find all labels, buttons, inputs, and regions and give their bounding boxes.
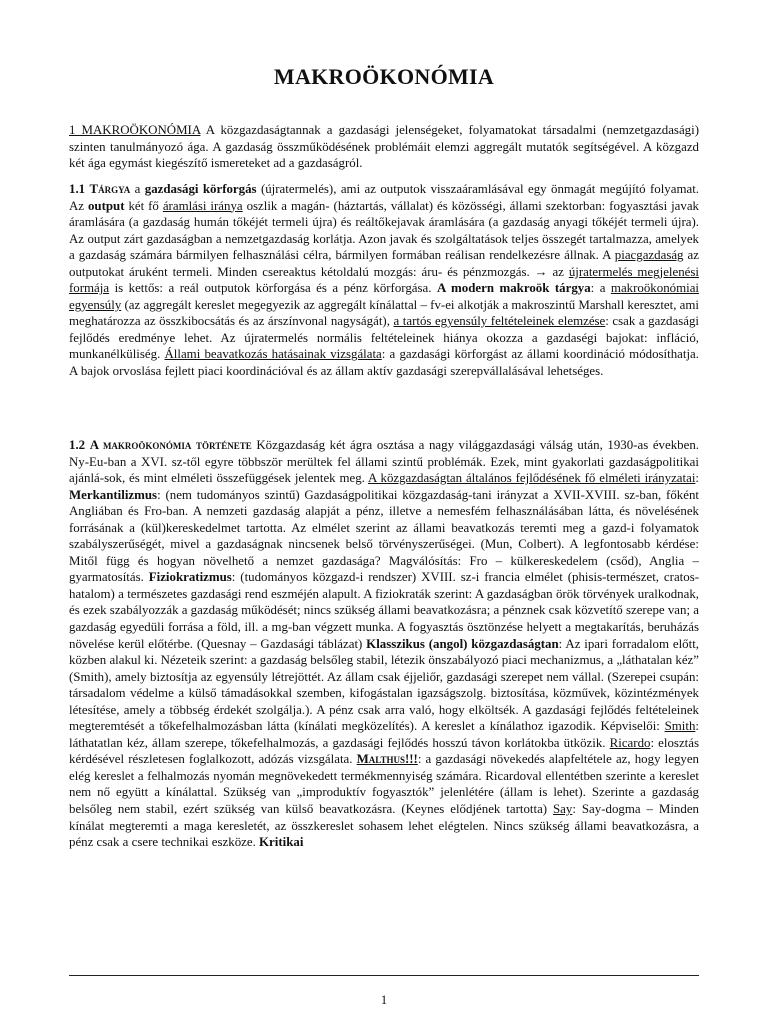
text-run: : Az ipari forradalom előtt, közben alakul ki. Nézeteik szerint: a gazdaság belsőleg stabil, létezik önszabályozó piaci mechanizmus, a „láthatalan kéz” (Smith), amely biztosítja az egyensúly létrejöttét. Az állam csak éjjeliőr, gazdasági szerepet nem vállal. (Szerepei csupán: társadalom védelme a külső támadásokkal szemben, kifogástalan igazságszolg. biztosítása, közművek, közintézmények létesítése, amely a többség érdekét szolgálja.). A pénz csak arra való, hogy elköltsék. A gazdasági fejlődés feltételeinek megteremtését a tőkefelhalmozásban látta (kínálati megközelítés). A kereslet a kínálathoz igazodik. Képviselői: — [69, 636, 699, 734]
text-run: (újratermelés), ami az outputok visszaáramlásával egy önmagát megújító folyamat. Az — [69, 182, 700, 213]
text-run: a — [130, 182, 145, 196]
underlined-term: Ricardo — [609, 735, 651, 750]
underlined-term: A közgazdaságtan általános fejlődésének fő elméleti irányzatai — [368, 471, 696, 486]
bold-term: Klasszikus (angol) közgazdaságtan — [366, 636, 559, 651]
text-run: is kettős: a reál outputok körforgása és a pénz körforgása. — [109, 281, 437, 296]
underlined-term: újratermelés megjelenési formája — [69, 264, 699, 296]
text-run: : Say-dogma – Minden kínálat megteremti a maga keresletét, az összkereslet sohasem lehet elégtelen. Nincs szükség állami beavatkozásra, a pénz csak a csere technikai eszköze. — [69, 802, 699, 850]
text-run: : (tudományos közgazd-i rendszer) XVIII. sz-i francia elmélet (phisis-természet, cratos-hatalom) a természetes gazdasági rend eszméjén alapult. A fiziokraták szerint: A gazdaságban örök törvények uralkodnak, és ezek szabályozzák a gazdaság működését; nincs szükség állami beavatkozásra; a pénznek csak közvetítő szerepe van; a gazdaság egyedüli forrása a föld, ill. a mg-ban végzett munka. A fogyasztás ösztönzése helyett a megtakarítás, beruházás növelése kerül előtérbe. (Quesnay – Gazdasági táblázat) — [69, 570, 700, 651]
text-run: : a gazdasági körforgást az állami koordináció módosíthatja. A bajok orvoslása fejlett piaci koordinációval és az állam aktív gazdasági szerepvállalásával lehetséges. — [69, 347, 699, 379]
text-run: : (nem tudományos szintű) Gazdaságpolitikai közgazdaság-tani irányzat a XVII-XVIII. sz-ban, főként Angliában és Fro-ban. A nemzeti gazdaság alapját a pénz, illetve a nemesfém felhasználásában látta, és növelésének forrásának a (kül)kereskedelmet tartotta. Az elmélet szerint az állami beavatkozás teremti meg a gazd-i folyamatok szabályszerűségét, mivel a gazdaságnak nincsenek belső törvényszerűségei. (Mun, Colbert). A legfontosabb kérdése: Mitől függ és hogyan növelhető a nemzet gazdasága? Magválósítás: Fro – külkereskedelem (csőd), Anglia – gyarmatosítás. — [69, 487, 699, 585]
page-number: 1 — [380, 993, 388, 1007]
page-title: MAKROÖKONÓMIA — [273, 64, 495, 89]
underlined-term: Smith — [664, 719, 696, 734]
paragraph-intro — [69, 122, 699, 172]
underlined-term: Állami beavatkozás hatásainak vizsgálata — [164, 347, 382, 362]
text-run: : a gazdasági növekedés alapfeltétele az, hogy legyen elég kereslet a felhalmozás nyomán megnövekedett termékmennyiség számára. Ricardoval ellentétben szerinte a kereslet nem nő együtt a kínálattal. Szükség van „improduktív fogyasztók” jelenlétére (állam is lehet). Szerinte a gazdaság belsőleg nem stabil, ezért szükség van külső beavatkozásra. (Keynes elődjének tartotta) — [69, 752, 700, 817]
bold-term: A modern makroök tárgya — [436, 281, 591, 296]
paragraph-history — [69, 437, 699, 851]
underlined-term: makroökonómiai egyensúly — [69, 281, 699, 312]
text-run: (az aggregált kereslet megegyezik az aggregált kínálattal – fv-ei alkotják a makroszintű Marshall keresztet, ami meghatározza az összkibocsátás és az árszínvonal nagyságát), — [69, 297, 699, 329]
text-run: : — [695, 471, 699, 486]
text-run: : láthatatlan kéz, állam szerepe, tőkefelhalmozás, a gazdasági fejlődés hosszú távon korlátokba ütközik. — [69, 719, 699, 750]
text-run: Közgazdaság két ágra osztása a nagy világgazdasági válság után, 1930-as években. Ny-Eu-ban a XVI. sz-től egyre többször merültek fel állami szintű problémák. Ezek, mint gyakorlati gazdaságpolitikai ajánlá-sok, és mint elméleti összefüggések jelentek meg. — [69, 438, 699, 486]
section-number: 1.2 — [69, 438, 90, 452]
text-run: két fő — [124, 198, 163, 213]
bold-term: Kritikai — [259, 835, 304, 850]
bold-term: Fiziokratizmus — [148, 570, 232, 585]
text-run: : elosztás kérdésével részletesen foglalkozott, adózás vizsgálata. — [69, 735, 699, 767]
underlined-term: piacgazdaság — [614, 248, 684, 263]
bold-term: Merkantilizmus — [69, 487, 158, 502]
text-run: az outputokat áruként termeli. Minden csereaktus kétoldalú mozgás: áru- és pénzmozgás. → az — [69, 248, 699, 279]
bold-term: gazdasági körforgás — [144, 182, 257, 196]
bold-term: output — [87, 198, 125, 213]
paragraph-subject — [69, 181, 699, 380]
section-number: 1.1 — [69, 182, 90, 196]
underlined-term: a tartós egyensúly feltételeinek elemzése — [393, 314, 606, 329]
section-heading-1-2: A makroökonómia története — [89, 438, 252, 452]
section-heading-1-1: Tárgya — [89, 182, 131, 196]
text-run: : csak a gazdasági fejlődés eredménye lehet. Az újratermelés normális feltételeinek hiánya okozza a gazdaségi bajokat: infláció, munkanélküliség. — [69, 314, 699, 362]
footer-divider — [69, 975, 699, 976]
underlined-term: Say — [553, 802, 573, 817]
underlined-term: Malthus!!! — [356, 752, 418, 767]
underlined-term: áramlási iránya — [162, 198, 243, 213]
section-heading-1: 1 MAKROÖKONÓMIA — [69, 123, 201, 137]
text-run: oszlik a magán- (háztartás, vállalat) és közösségi, állami szektorban: fogyasztási javak áramlására (a gazdaság humán tőkéjét termeli újra) és reáltőkejavak áramlására (a gazdaság anyagi tőkéjét termeli újra). Az output zárt gazdaságban a nemzetgazdaság korlátja. Azon javak és szolgáltatások teljes összegét tartalmazza, amelyek a gazdaság számára bármilyen felhasználási célra, bármilyen formában reálisan rendelkezésre állnak. A — [69, 198, 700, 263]
text-run: : a — [590, 281, 611, 296]
paragraph-text: A közgazdaságtannak a gazdasági jelenségeket, folyamatokat társadalmi (nemzetgazdasági) szinten tanulmányozó ága. A gazdaság összműködésének problémáit elemzi aggregált mutatók segítségével. A közgazd két ága egymást kiegészítő ismereteket ad a gazdaságról. — [69, 123, 699, 171]
